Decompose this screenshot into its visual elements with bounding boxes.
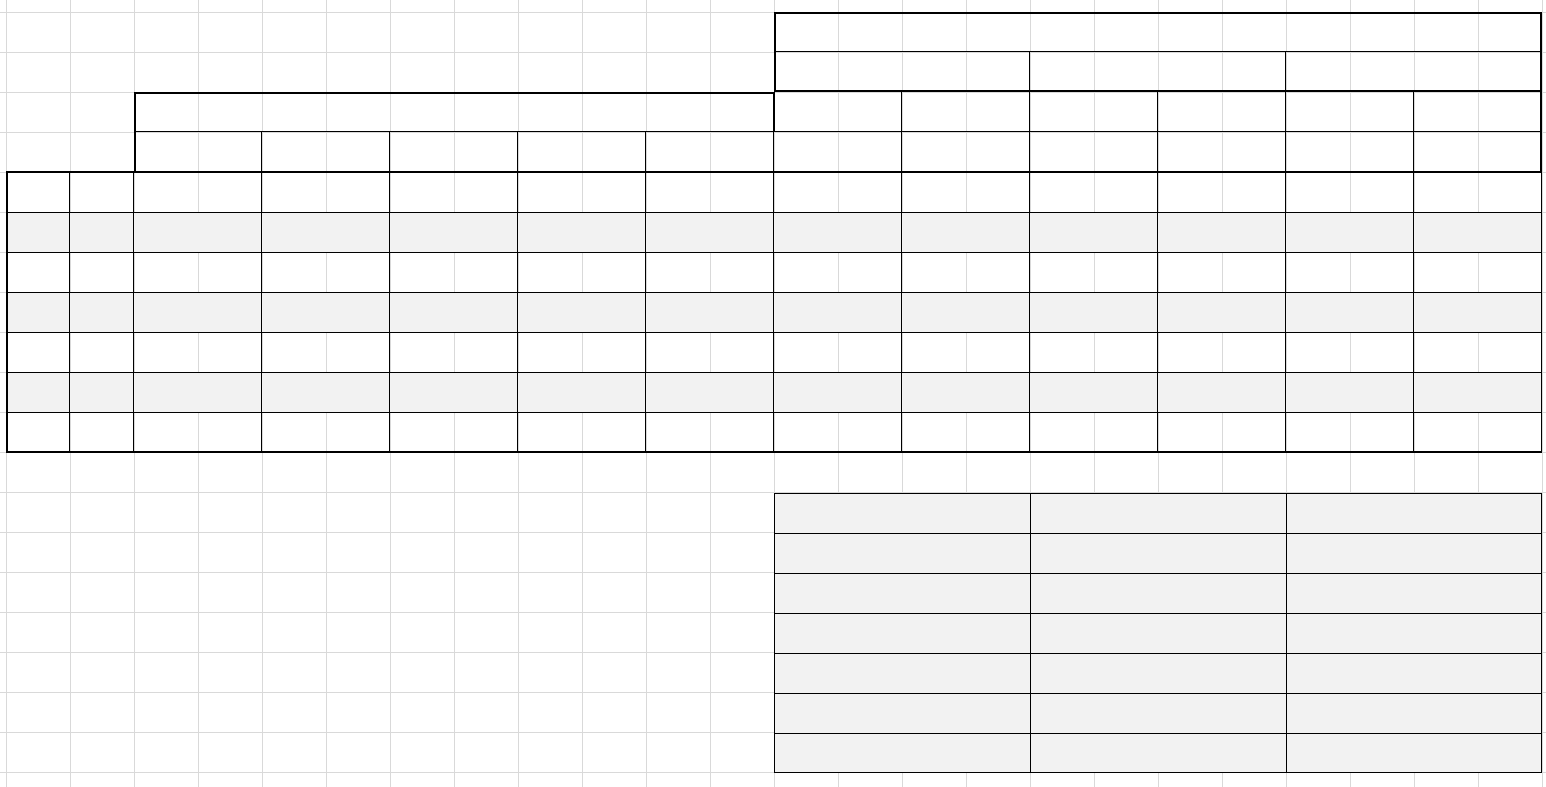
- table-cell[interactable]: [774, 292, 902, 332]
- table-cell[interactable]: [134, 252, 262, 292]
- row-index-a[interactable]: [6, 412, 70, 452]
- column-header[interactable]: [1414, 132, 1542, 172]
- table-cell[interactable]: [1286, 212, 1414, 252]
- epistle-cell[interactable]: [774, 493, 1030, 533]
- table-cell[interactable]: [646, 212, 774, 252]
- table-cell[interactable]: [1030, 172, 1158, 212]
- table-cell[interactable]: [1414, 252, 1542, 292]
- epistle-cell[interactable]: [774, 733, 1030, 773]
- table-cell[interactable]: [774, 412, 902, 452]
- table-cell[interactable]: [902, 252, 1030, 292]
- epistle-cell[interactable]: [1030, 493, 1286, 533]
- table-cell[interactable]: [1158, 252, 1286, 292]
- table-cell[interactable]: [262, 292, 390, 332]
- row-index-b[interactable]: [70, 252, 134, 292]
- column-header[interactable]: [646, 132, 774, 172]
- epistle-cell[interactable]: [1286, 733, 1542, 773]
- row-divider: [6, 212, 1542, 213]
- epistle-cell[interactable]: [1030, 693, 1286, 733]
- table-cell[interactable]: [1030, 252, 1158, 292]
- group-header-spirit[interactable]: [774, 52, 1030, 92]
- table-cell[interactable]: [390, 372, 518, 412]
- column-header[interactable]: [262, 132, 390, 172]
- table-cell[interactable]: [518, 412, 646, 452]
- column-header[interactable]: [774, 132, 902, 172]
- parallels-header[interactable]: [134, 92, 774, 132]
- row-index-b[interactable]: [70, 172, 134, 212]
- table-cell[interactable]: [518, 172, 646, 212]
- table-cell[interactable]: [1158, 332, 1286, 372]
- column-header[interactable]: [1158, 132, 1286, 172]
- table-cell[interactable]: [518, 372, 646, 412]
- table-cell[interactable]: [1158, 412, 1286, 452]
- table-cell[interactable]: [902, 292, 1030, 332]
- row-index-b[interactable]: [70, 332, 134, 372]
- table-cell[interactable]: [1414, 212, 1542, 252]
- row-divider: [6, 292, 1542, 293]
- row-index-a[interactable]: [6, 212, 70, 252]
- row-divider: [6, 412, 1542, 413]
- table-cell[interactable]: [262, 212, 390, 252]
- epistle-cell[interactable]: [1286, 653, 1542, 693]
- table-cell[interactable]: [646, 332, 774, 372]
- epistle-cell[interactable]: [774, 653, 1030, 693]
- epistle-cell[interactable]: [1030, 733, 1286, 773]
- table-cell[interactable]: [518, 212, 646, 252]
- table-cell[interactable]: [1414, 332, 1542, 372]
- table-cell[interactable]: [262, 332, 390, 372]
- table-bottom-border: [6, 451, 1542, 453]
- subheader-empty-1[interactable]: [774, 92, 902, 132]
- table-cell[interactable]: [390, 252, 518, 292]
- epistle-cell[interactable]: [1286, 613, 1542, 653]
- row-index-b[interactable]: [70, 412, 134, 452]
- table-cell[interactable]: [1030, 332, 1158, 372]
- table-cell[interactable]: [390, 212, 518, 252]
- table-cell[interactable]: [1414, 292, 1542, 332]
- table-cell[interactable]: [774, 372, 902, 412]
- table-cell[interactable]: [774, 212, 902, 252]
- table-cell[interactable]: [902, 212, 1030, 252]
- table-cell[interactable]: [134, 212, 262, 252]
- table-cell[interactable]: [902, 412, 1030, 452]
- column-header[interactable]: [390, 132, 518, 172]
- subheader-body-lawyers[interactable]: [1286, 92, 1414, 132]
- table-cell[interactable]: [774, 252, 902, 292]
- table-cell[interactable]: [134, 172, 262, 212]
- column-header[interactable]: [1286, 132, 1414, 172]
- row-divider: [6, 252, 1542, 253]
- column-header[interactable]: [134, 132, 262, 172]
- table-cell[interactable]: [1286, 332, 1414, 372]
- table-cell[interactable]: [134, 372, 262, 412]
- table-cell[interactable]: [262, 252, 390, 292]
- table-cell[interactable]: [1286, 252, 1414, 292]
- table-cell[interactable]: [262, 372, 390, 412]
- epistle-cell[interactable]: [1030, 533, 1286, 573]
- table-cell[interactable]: [262, 412, 390, 452]
- table-cell[interactable]: [902, 172, 1030, 212]
- row-index-a[interactable]: [6, 332, 70, 372]
- table-cell[interactable]: [134, 332, 262, 372]
- column-header[interactable]: [1030, 132, 1158, 172]
- row-index-a[interactable]: [6, 252, 70, 292]
- epistle-cell[interactable]: [1286, 493, 1542, 533]
- table-cell[interactable]: [390, 332, 518, 372]
- title-cell[interactable]: [774, 12, 1542, 52]
- row-index-a[interactable]: [6, 292, 70, 332]
- table-cell[interactable]: [1030, 212, 1158, 252]
- table-cell[interactable]: [134, 292, 262, 332]
- table-cell[interactable]: [518, 292, 646, 332]
- group-header-body[interactable]: [1286, 52, 1542, 92]
- subheader-empty-2[interactable]: [902, 92, 1030, 132]
- table-cell[interactable]: [390, 412, 518, 452]
- table-cell[interactable]: [1414, 172, 1542, 212]
- table-cell[interactable]: [774, 332, 902, 372]
- table-cell[interactable]: [1158, 372, 1286, 412]
- table-cell[interactable]: [1030, 412, 1158, 452]
- epistle-cell[interactable]: [1030, 613, 1286, 653]
- table-cell[interactable]: [646, 252, 774, 292]
- epistle-cell[interactable]: [774, 693, 1030, 733]
- table-cell[interactable]: [1286, 172, 1414, 212]
- table-cell[interactable]: [1030, 292, 1158, 332]
- subheader-soul-lawyers[interactable]: [1030, 92, 1158, 132]
- table-top-border: [6, 171, 1542, 173]
- column-header[interactable]: [902, 132, 1030, 172]
- table-cell[interactable]: [646, 372, 774, 412]
- table-cell[interactable]: [1158, 292, 1286, 332]
- row-divider: [6, 372, 1542, 373]
- table-cell[interactable]: [390, 292, 518, 332]
- epistle-cell[interactable]: [774, 533, 1030, 573]
- row-index-a[interactable]: [6, 172, 70, 212]
- table-cell[interactable]: [902, 332, 1030, 372]
- epistle-cell[interactable]: [1030, 653, 1286, 693]
- epistle-cell[interactable]: [1286, 693, 1542, 733]
- row-index-a[interactable]: [6, 372, 70, 412]
- epistle-cell[interactable]: [1286, 533, 1542, 573]
- table-cell[interactable]: [1286, 412, 1414, 452]
- epistle-cell[interactable]: [774, 573, 1030, 613]
- table-cell[interactable]: [390, 172, 518, 212]
- table-cell[interactable]: [646, 412, 774, 452]
- table-cell[interactable]: [646, 172, 774, 212]
- table-cell[interactable]: [1286, 372, 1414, 412]
- table-cell[interactable]: [902, 372, 1030, 412]
- table-cell[interactable]: [518, 252, 646, 292]
- row-index-b[interactable]: [70, 372, 134, 412]
- table-cell[interactable]: [1030, 372, 1158, 412]
- epistle-cell[interactable]: [774, 613, 1030, 653]
- row-index-b[interactable]: [70, 292, 134, 332]
- group-header-soul[interactable]: [1030, 52, 1286, 92]
- epistle-cell[interactable]: [1030, 573, 1286, 613]
- row-divider: [6, 332, 1542, 333]
- column-header[interactable]: [518, 132, 646, 172]
- table-cell[interactable]: [518, 332, 646, 372]
- table-cell[interactable]: [1414, 372, 1542, 412]
- row-index-b[interactable]: [70, 212, 134, 252]
- table-cell[interactable]: [1286, 292, 1414, 332]
- subheader-body-gentiles[interactable]: [1414, 92, 1542, 132]
- table-cell[interactable]: [1158, 172, 1286, 212]
- table-cell[interactable]: [1158, 212, 1286, 252]
- table-cell[interactable]: [1414, 412, 1542, 452]
- table-cell[interactable]: [262, 172, 390, 212]
- table-cell[interactable]: [134, 412, 262, 452]
- subheader-soul-gentiles[interactable]: [1158, 92, 1286, 132]
- epistle-cell[interactable]: [1286, 573, 1542, 613]
- table-cell[interactable]: [774, 172, 902, 212]
- table-cell[interactable]: [646, 292, 774, 332]
